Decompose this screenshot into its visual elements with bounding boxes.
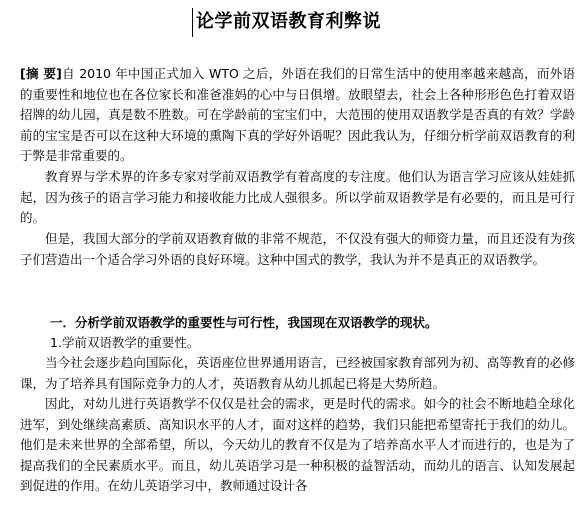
body-paragraph: 当今社会逐步趋向国际化，英语座位世界通用语言，已经被国家教育部列为初、高等教育的必修课，为了培养具有国际竞争力的人才，英语教育从幼儿抓起已将是大势所趋。 [20, 355, 575, 391]
section-heading: 一．分析学前双语教学的重要性与可行性，我国现在双语教学的现状。 [50, 315, 438, 330]
text-cursor [192, 8, 193, 37]
abstract-paragraph [20, 64, 575, 167]
body-paragraph: 但是，我国大部分的学前双语教育做的非常不规范，不仅没有强大的师资力量，而且还没有为孩子们营造出一个适合学习外语的良好环境。这种中国式的教学，我认为并不是真正的双语教学。 [20, 231, 575, 267]
document-title: 论学前双语教育利弊说 [196, 11, 381, 32]
section-subheading: 1.学前双语教学的重要性。 [50, 335, 200, 350]
abstract-label: [摘 要] [20, 66, 62, 81]
abstract-text: 自 2010 年中国正式加入 WTO 之后，外语在我们的日常生活中的使用率越来越高，而外语的重要性和地位也在各位家长和准爸准妈的心中与日俱增。放眼望去，社会上各种形形色色打着双语招牌的幼儿园，真是数不胜数。可在学龄前的宝宝们中，大范围的使用双语教学是否真的有效？学龄前的宝宝是否可以在这种大环境的熏陶下真的学好外语呢？因此我认为，仔细分析学前双语教育的利于弊是非常重要的。 [20, 66, 575, 163]
body-paragraph: 教育界与学术界的许多专家对学前双语教学有着高度的专注度。他们认为语言学习应该从娃娃抓起，因为孩子的语言学习能力和接收能力比成人强很多。所以学前双语教学是有必要的，而且是可行的。 [20, 169, 575, 225]
body-paragraph: 因此，对幼儿进行英语教学不仅仅是社会的需求，更是时代的需求。如今的社会不断地趋全球化进军，到处继续高素质、高知识水平的人才，面对这样的趋势，我们只能把希望寄托于我们的幼儿。他们是未来世界的全部希望，所以，今天幼儿的教育不仅是为了培养高水平人才而进行的，也是为了提高我们的全民素质水平。而且，幼儿英语学习是一种积极的益智活动，而幼儿的语言、认知发展起到促进的作用。在幼儿英语学习中，教师通过设计各 [20, 396, 575, 493]
